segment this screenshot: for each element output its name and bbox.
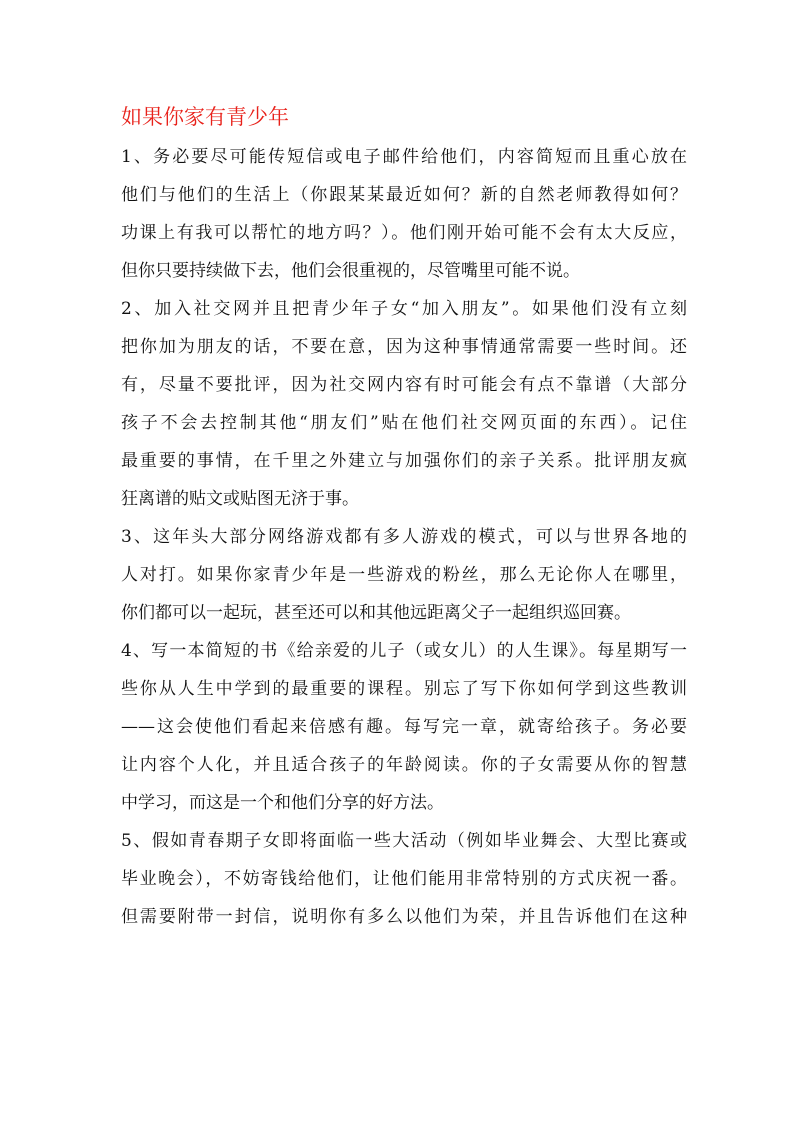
paragraph-line: 让内容个人化，并且适合孩子的年龄阅读。你的子女需要从你的智慧 [121, 755, 687, 775]
paragraph-line: 5、假如青春期子女即将面临一些大活动（例如毕业舞会、大型比赛或 [121, 831, 687, 851]
paragraph-line: 毕业晚会），不妨寄钱给他们，让他们能用非常特别的方式庆祝一番。 [121, 869, 687, 889]
paragraph-line: 最重要的事情，在千里之外建立与加强你们的亲子关系。批评朋友疯 [121, 451, 687, 471]
paragraph-line: 2、加入社交网并且把青少年子女“加入朋友”。如果他们没有立刻 [121, 299, 687, 319]
paragraph-4 [121, 632, 687, 822]
paragraph-3 [121, 518, 687, 632]
paragraph-line: 4、写一本简短的书《给亲爱的儿子（或女儿）的人生课》。每星期写一 [121, 641, 687, 661]
paragraph-line: 你们都可以一起玩，甚至还可以和其他远距离父子一起组织巡回赛。 [121, 603, 631, 623]
document-title: 如果你家有青少年 [121, 105, 289, 129]
paragraph-line: 把你加为朋友的话，不要在意，因为这种事情通常需要一些时间。还 [121, 337, 687, 357]
paragraph-line: ——这会使他们看起来倍感有趣。每写完一章，就寄给孩子。务必要 [121, 717, 687, 737]
document-body [121, 104, 687, 936]
paragraph-line: 孩子不会去控制其他“朋友们”贴在他们社交网页面的东西）。记住 [121, 413, 687, 433]
paragraph-line: 狂离谱的贴文或贴图无济于事。 [121, 489, 359, 509]
paragraph-line: 中学习，而这是一个和他们分享的好方法。 [121, 793, 444, 813]
paragraph-5 [121, 822, 687, 936]
paragraph-1 [121, 138, 687, 290]
paragraph-line: 功课上有我可以帮忙的地方吗？）。他们刚开始可能不会有太大反应， [121, 223, 687, 243]
paragraph-line: 有，尽量不要批评，因为社交网内容有时可能会有点不靠谱（大部分 [121, 375, 687, 395]
paragraph-line: 人对打。如果你家青少年是一些游戏的粉丝，那么无论你人在哪里， [121, 565, 687, 585]
paragraph-line: 他们与他们的生活上（你跟某某最近如何？新的自然老师教得如何？ [121, 185, 687, 205]
paragraph-line: 1、务必要尽可能传短信或电子邮件给他们，内容简短而且重心放在 [121, 147, 687, 167]
paragraph-line: 些你从人生中学到的最重要的课程。别忘了写下你如何学到这些教训 [121, 679, 687, 699]
paragraph-2 [121, 290, 687, 518]
paragraph-line: 但需要附带一封信，说明你有多么以他们为荣，并且告诉他们在这种 [121, 907, 687, 927]
paragraph-line: 但你只要持续做下去，他们会很重视的，尽管嘴里可能不说。 [121, 261, 580, 281]
paragraph-line: 3、这年头大部分网络游戏都有多人游戏的模式，可以与世界各地的 [121, 527, 687, 547]
